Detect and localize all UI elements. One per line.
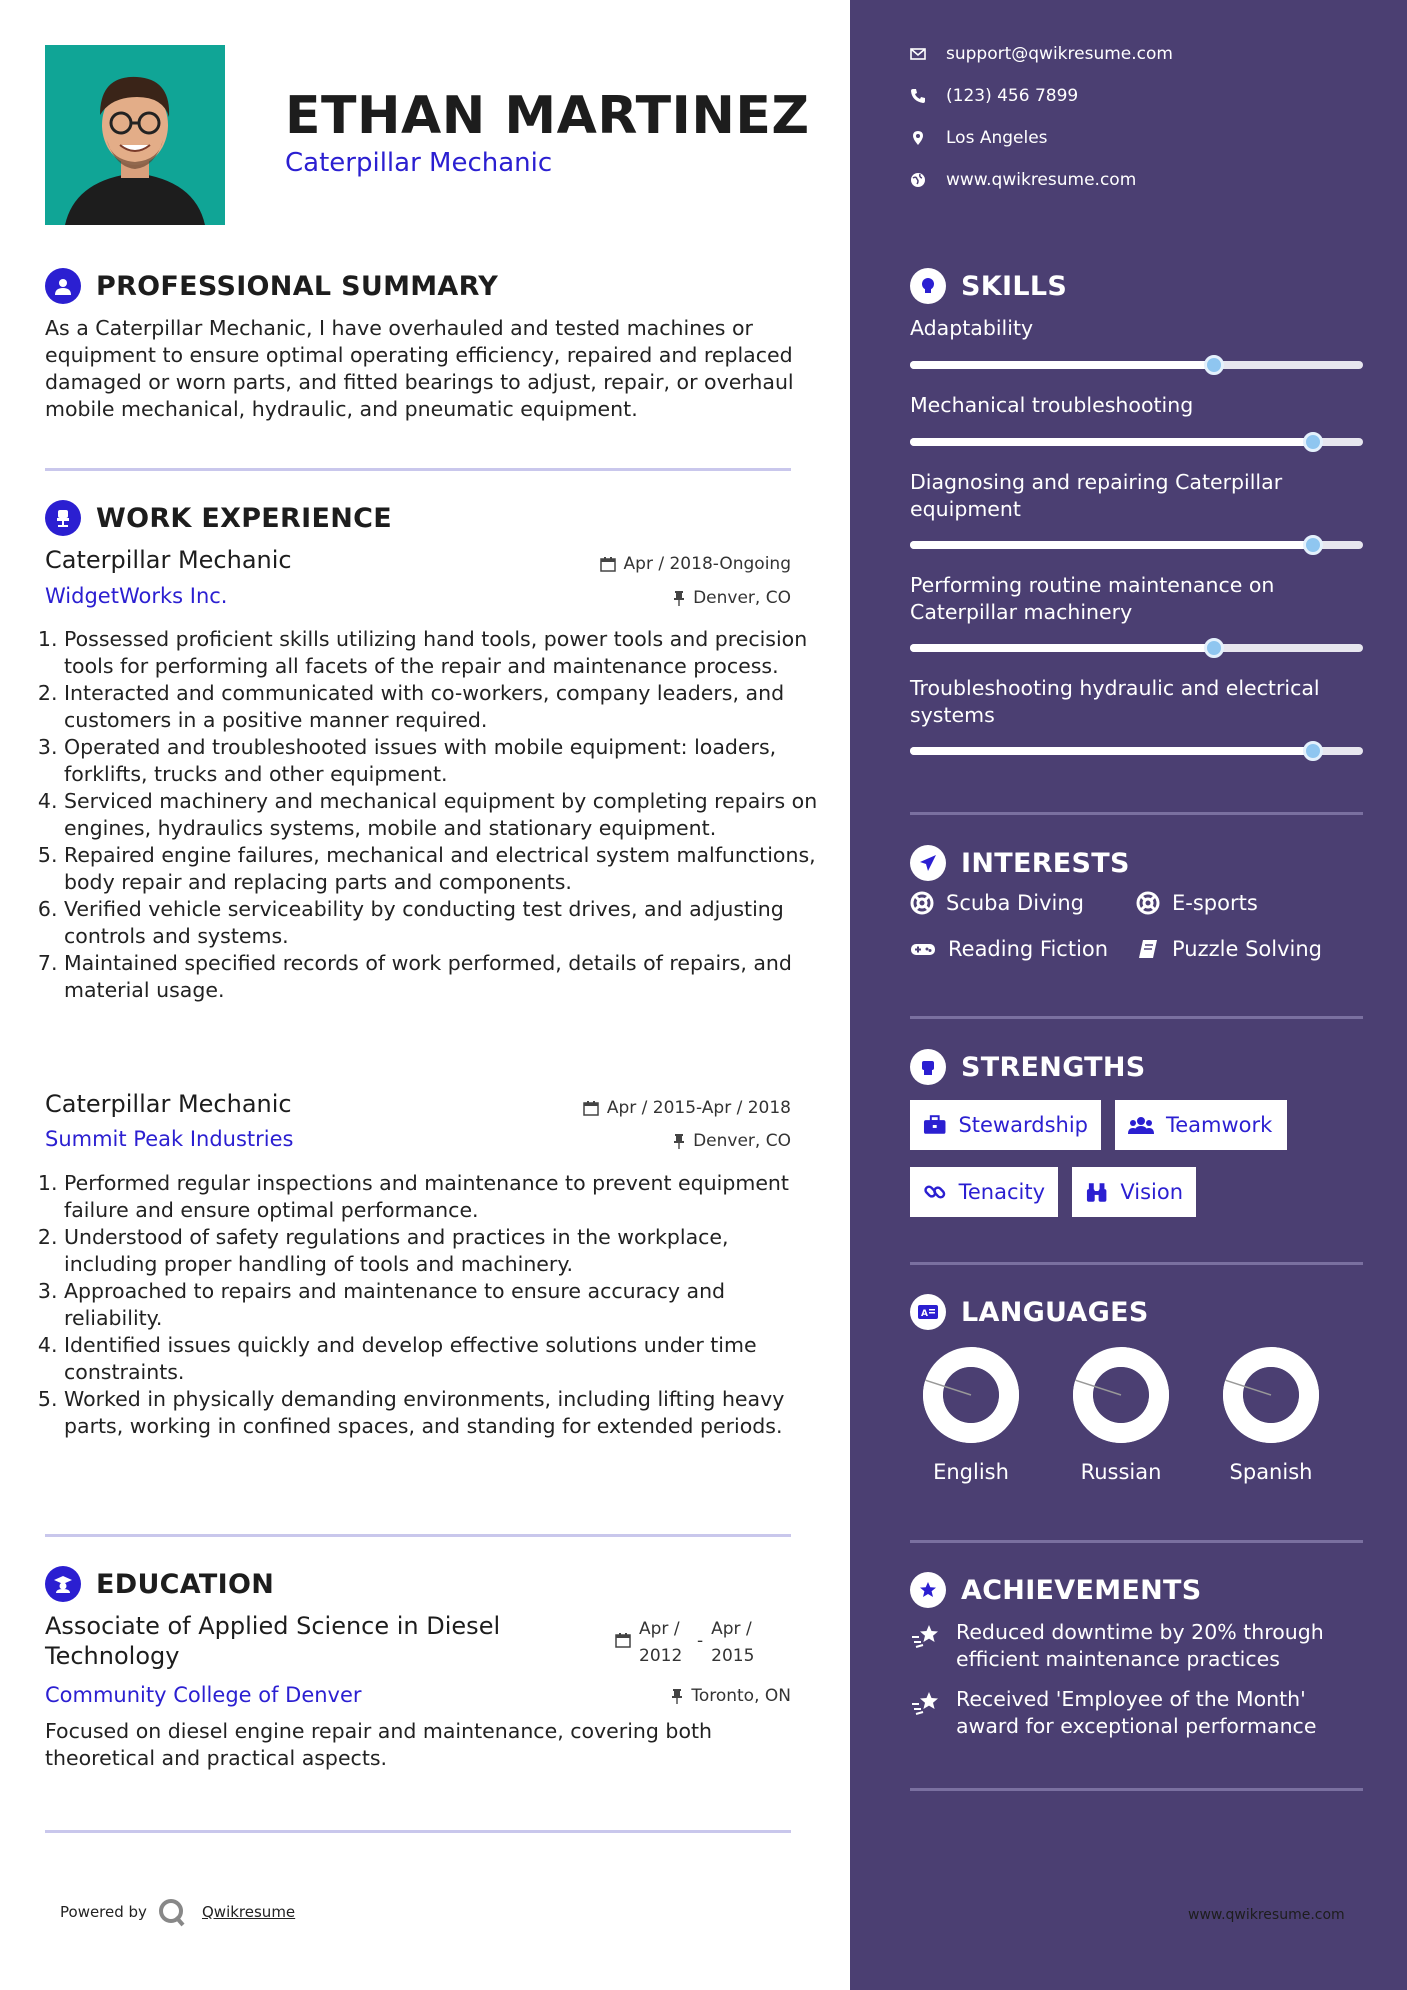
website-text: www.qwikresume.com [946,170,1137,190]
globe-icon [910,172,926,188]
education-description: Focused on diesel engine repair and maintenance, covering both theoretical and practical aspects. [45,1719,713,1770]
list-item: 1. Possessed proficient skills utilizing hand tools, power tools and precision tools for performing all facets of the repair and maintenance process. [64,626,824,680]
job-bullets [38,1170,824,1440]
skill-bar [910,541,1363,549]
paper-plane-icon [910,845,946,881]
pin-icon [673,1133,685,1149]
life-ring-icon [1136,891,1160,915]
language-item [906,1345,1036,1484]
divider [45,468,791,471]
achievement-text: Received 'Employee of the Month' award for exceptional performance [956,1687,1317,1738]
skill-bar [910,361,1363,369]
skill-bar [910,644,1363,652]
contact-website [910,170,1136,190]
education-location [671,1686,791,1706]
job-location-text: Denver, CO [693,588,791,608]
powered-by-text: Powered by [60,1903,147,1921]
candidate-name: ETHAN MARTINEZ [285,86,810,146]
language-label: Spanish [1229,1460,1313,1484]
divider [45,1534,791,1537]
divider [910,1788,1363,1791]
achievement-item [910,1619,1360,1673]
interest-label: E-sports [1172,891,1258,915]
pin-icon [673,590,685,606]
graduate-icon [45,1566,81,1602]
person-avatar-icon [45,45,225,225]
life-ring-icon [910,891,934,915]
divider [910,1016,1363,1019]
summary-text: As a Caterpillar Mechanic, I have overhauled and tested machines or equipment to ensure optimal operating efficiency, repaired and replaced damaged or worn parts, and fitted bearings to adjust, repair, or overhaul mobile mechanical, hydraulic, and pneumatic equipment. [45,316,794,421]
skill-knob [1204,638,1224,658]
job-date-text: Apr / 2018-Ongoing [623,554,791,574]
job-location-text: Denver, CO [693,1131,791,1151]
skills-title-text: SKILLS [961,270,1068,302]
interest-item [1136,937,1322,961]
list-item: 2. Understood of safety regulations and practices in the workplace, including proper handling of tools and machinery. [64,1224,824,1278]
list-item: 4. Identified issues quickly and develop effective solutions under time constraints. [64,1332,824,1386]
strength-label: Vision [1120,1180,1183,1204]
language-donut [1206,1345,1336,1445]
language-donut [906,1345,1036,1445]
strength-badge [1115,1100,1287,1150]
list-item: 5. Worked in physically demanding environments, including lifting heavy parts, working in confined spaces, and standing for extended periods. [64,1386,824,1440]
list-item: 3. Approached to repairs and maintenance to ensure accuracy and reliability. [64,1278,824,1332]
list-item: 5. Repaired engine failures, mechanical and electrical system malfunctions, body repair and replacing parts and components. [64,842,824,896]
section-title-experience [45,500,392,536]
calendar-icon [615,1632,631,1648]
section-title-languages [910,1294,1149,1330]
skill-name: Diagnosing and repairing Caterpillar equipment [910,470,1283,521]
job-location [673,588,791,608]
strength-label: Teamwork [1166,1113,1273,1137]
skill-bar [910,747,1363,755]
phone-text: (123) 456 7899 [946,86,1079,106]
job-date [583,1098,791,1118]
skill-fill [910,438,1313,446]
strength-badge [910,1100,1101,1150]
book-icon [1136,937,1160,961]
job-date-text: Apr / 2015-Apr / 2018 [606,1098,791,1118]
interest-item [910,937,1108,961]
star-badge-icon [910,1572,946,1608]
skill-name: Performing routine maintenance on Caterpillar machinery [910,573,1275,624]
language-label: English [933,1460,1009,1484]
svg-text:A: A [921,1309,929,1319]
section-title-achievements [910,1572,1202,1608]
calendar-icon [600,556,616,572]
lightbulb-icon [910,268,946,304]
section-title-summary [45,268,498,304]
qwikresume-link[interactable]: Qwikresume [202,1903,296,1921]
education-dash: - [697,1631,704,1651]
shooting-star-icon [910,1623,942,1651]
degree-title: Associate of Applied Science in Diesel Technology [45,1612,501,1670]
job-title: Caterpillar Mechanic [45,1090,292,1118]
interest-label: Reading Fiction [948,937,1109,961]
map-marker-icon [910,130,926,146]
section-title-interests [910,845,1130,881]
calendar-icon [583,1100,599,1116]
experience-title-text: WORK EXPERIENCE [96,502,392,534]
list-item: 7. Maintained specified records of work performed, details of repairs, and material usage. [64,950,824,1004]
strength-label: Tenacity [958,1180,1045,1204]
achievement-text: Reduced downtime by 20% through efficient maintenance practices [956,1620,1324,1671]
candidate-role: Caterpillar Mechanic [285,148,553,178]
skill-name: Mechanical troubleshooting [910,393,1194,417]
skill-knob [1204,355,1224,375]
company-name: Summit Peak Industries [45,1127,294,1151]
contact-email [910,44,1173,64]
education-start: Apr / 2012 [639,1619,683,1666]
phone-icon [910,88,926,104]
link-icon [923,1180,947,1204]
section-title-skills [910,268,1067,304]
interest-label: Scuba Diving [946,891,1084,915]
fist-icon [910,1049,946,1085]
summary-title-text: PROFESSIONAL SUMMARY [96,270,499,302]
list-item: 3. Operated and troubleshooted issues with mobile equipment: loaders, forklifts, trucks and other equipment. [64,734,824,788]
education-end: Apr / 2015 [711,1619,755,1666]
school-name: Community College of Denver [45,1683,362,1707]
section-title-strengths [910,1049,1146,1085]
office-chair-icon [45,500,81,536]
contact-phone [910,86,1078,106]
strength-badge [1072,1167,1196,1217]
shooting-star-icon [910,1690,942,1718]
interest-item [910,891,1084,915]
pin-icon [671,1688,683,1704]
qwikresume-logo-icon [157,1897,187,1927]
skill-fill [910,644,1214,652]
achievement-item [910,1686,1360,1740]
language-label: Russian [1080,1460,1162,1484]
skill-name: Troubleshooting hydraulic and electrical systems [910,676,1320,727]
list-item: 1. Performed regular inspections and maintenance to prevent equipment failure and ensure optimal performance. [64,1170,824,1224]
gamepad-icon [910,939,936,959]
job-location [673,1131,791,1151]
envelope-icon [910,46,926,62]
job-date [600,554,791,574]
language-icon [910,1294,946,1330]
skill-bar [910,438,1363,446]
interest-item [1136,891,1258,915]
interests-title-text: INTERESTS [961,847,1130,879]
skill-name: Adaptability [910,316,1034,340]
job-bullets [38,626,824,1004]
divider [910,812,1363,815]
language-item [1056,1345,1186,1484]
divider [910,1540,1363,1543]
users-icon [1128,1115,1154,1135]
skill-fill [910,361,1214,369]
language-item [1206,1345,1336,1484]
skill-fill [910,541,1313,549]
strength-badge [910,1167,1058,1217]
education-dates [615,1616,761,1670]
interest-label: Puzzle Solving [1172,937,1322,961]
divider [910,1262,1363,1265]
achievements-title-text: ACHIEVEMENTS [961,1574,1202,1606]
strengths-title-text: STRENGTHS [961,1051,1146,1083]
contact-location [910,128,1048,148]
education-title-text: EDUCATION [96,1568,275,1600]
list-item: 4. Serviced machinery and mechanical equipment by completing repairs on engines, hydraulics systems, mobile and stationary equipment. [64,788,824,842]
strength-label: Stewardship [958,1113,1088,1137]
binoculars-icon [1085,1181,1108,1203]
list-item: 6. Verified vehicle serviceability by conducting test drives, and adjusting controls and systems. [64,896,824,950]
section-title-education [45,1566,274,1602]
list-item: 2. Interacted and communicated with co-workers, company leaders, and customers in a positive manner required. [64,680,824,734]
email-text: support@qwikresume.com [946,44,1173,64]
company-name: WidgetWorks Inc. [45,584,228,608]
location-text: Los Angeles [946,128,1048,148]
skill-fill [910,747,1313,755]
briefcase-icon [923,1115,946,1135]
user-icon [45,268,81,304]
profile-photo [45,45,225,225]
footer-url: www.qwikresume.com [1188,1907,1345,1923]
languages-title-text: LANGUAGES [961,1296,1149,1328]
language-donut [1056,1345,1186,1445]
divider [45,1830,791,1833]
education-location-text: Toronto, ON [691,1686,791,1706]
job-title: Caterpillar Mechanic [45,546,292,574]
